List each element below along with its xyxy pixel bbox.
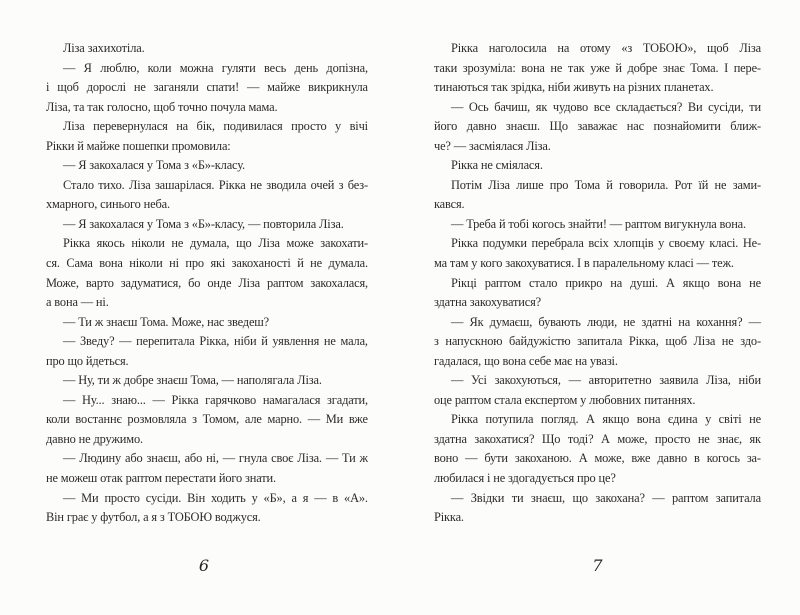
- text-line: — Зведу? — перепитала Рікка, ніби й уявлення не мала,: [63, 334, 368, 349]
- text-line: Рікка.: [434, 510, 464, 525]
- text-line: — Я закохалася у Тома з «Б»-класу, — повторила Ліза.: [63, 216, 344, 231]
- text-line: Рікка не сміялася.: [451, 158, 543, 173]
- page-number-right: 7: [592, 556, 603, 575]
- text-line: Рікка подумки перебрала всіх хлопців у своєму класі. Не-: [451, 236, 761, 251]
- text-line: — Людину або знаєш, або ні, — гнула своє Ліза. — Ти ж: [63, 451, 368, 466]
- text-line: і щоб дорослі не заганяли спати! — майже викрикнула: [46, 80, 368, 95]
- text-line: Ліза, та так голосно, щоб точно почула мама.: [46, 99, 278, 114]
- text-line: Ліза перевернулася на бік, подивилася просто у вічі: [63, 119, 368, 134]
- text-line: здатна закохатися? Що тоді? А може, просто не знає, як: [434, 431, 761, 446]
- text-line: Потім Ліза лише про Тома й говорила. Рот їй не зами-: [451, 177, 761, 192]
- text-line: воно — бути закоханою. А може, вже давно в когось за-: [434, 451, 761, 466]
- page-number-left: 6: [198, 556, 210, 575]
- text-line: че? — засміялася Ліза.: [434, 138, 551, 153]
- text-line: — Як думаєш, бувають люди, не здатні на кохання? —: [451, 314, 761, 329]
- text-line: давно не дружимо.: [46, 431, 143, 446]
- text-line: тинаються так зрідка, ніби живуть на різних планетах.: [434, 80, 714, 95]
- text-line: — Ми просто сусіди. Він ходить у «Б», а я — в «А».: [63, 490, 368, 505]
- text-line: не можеш отак раптом перестати його знати.: [46, 471, 276, 486]
- text-line: Рікка наголосила на отому «з ТОБОЮ», щоб Ліза: [451, 41, 761, 55]
- text-line: коли востаннє розмовляла з Томом, але марно. — Ми вже: [46, 412, 368, 427]
- page-left-text: [46, 39, 368, 528]
- text-line: — Ну, ти ж добре знаєш Тома, — наполягала Ліза.: [63, 373, 322, 388]
- text-line: здатна закохуватися?: [434, 295, 541, 310]
- text-line: — Я закохалася у Тома з «Б»-класу.: [63, 158, 245, 173]
- text-line: Стало тихо. Ліза зашарілася. Рікка не зводила очей з без-: [63, 177, 368, 192]
- page-right-text: [434, 39, 761, 528]
- text-line: — Ось бачиш, як чудово все складається? Ви сусіди, ти: [451, 99, 761, 114]
- text-line: таки зрозуміла: вона не так уже й добре знає Тома. І пере-: [434, 60, 761, 75]
- text-line: Рікка потупила погляд. А якщо вона єдина у світі не: [451, 412, 761, 427]
- text-line: Може, варто задуматися, бо онде Ліза раптом закохалася,: [46, 275, 368, 290]
- text-line: Рікці раптом стало прикро на душі. А якщо вона не: [451, 275, 761, 290]
- text-line: Ліза захихотіла.: [63, 41, 145, 55]
- text-line: — Усі закохуються, — авторитетно заявила Ліза, ніби: [451, 373, 761, 388]
- text-line: — Ти ж знаєш Тома. Може, нас зведеш?: [63, 314, 270, 329]
- text-line: кався.: [434, 197, 465, 212]
- text-line: хмарного, синього неба.: [46, 197, 170, 212]
- text-line: Рікки й майже пошепки промовила:: [46, 138, 231, 153]
- text-line: ма там у кого закохуватися. І в паралельному класі — теж.: [434, 256, 734, 271]
- text-line: з напускною байдужістю запитала Рікка, щоб Ліза не здо-: [434, 334, 761, 349]
- text-line: про що йдеться.: [46, 353, 129, 368]
- text-line: — Звідки ти знаєш, що закохана? — раптом запитала: [451, 490, 761, 505]
- text-line: оце раптом стала експертом у любовних питаннях.: [434, 392, 696, 407]
- text-line: Рікка якось ніколи не думала, що Ліза може закохати-: [63, 236, 368, 251]
- text-line: Він грає у футбол, а я з ТОБОЮ воджуся.: [46, 510, 261, 525]
- text-line: любилася і не здогадується про це?: [434, 471, 616, 486]
- text-line: — Я люблю, коли можна гуляти весь день допізна,: [63, 60, 368, 75]
- text-line: — Ну... знаю... — Рікка гарячково намагалася згадати,: [63, 392, 368, 407]
- text-line: ся. Сама вона ніколи ні про які закоханості й не думала.: [46, 256, 368, 271]
- text-line: — Треба й тобі когось знайти! — раптом вигукнула вона.: [451, 216, 746, 231]
- text-line: його давно знаєш. Що заважає нас познайомити ближ-: [434, 119, 761, 134]
- text-line: а вона — ні.: [46, 295, 109, 310]
- text-line: гадалася, що вона себе має на увазі.: [434, 353, 618, 368]
